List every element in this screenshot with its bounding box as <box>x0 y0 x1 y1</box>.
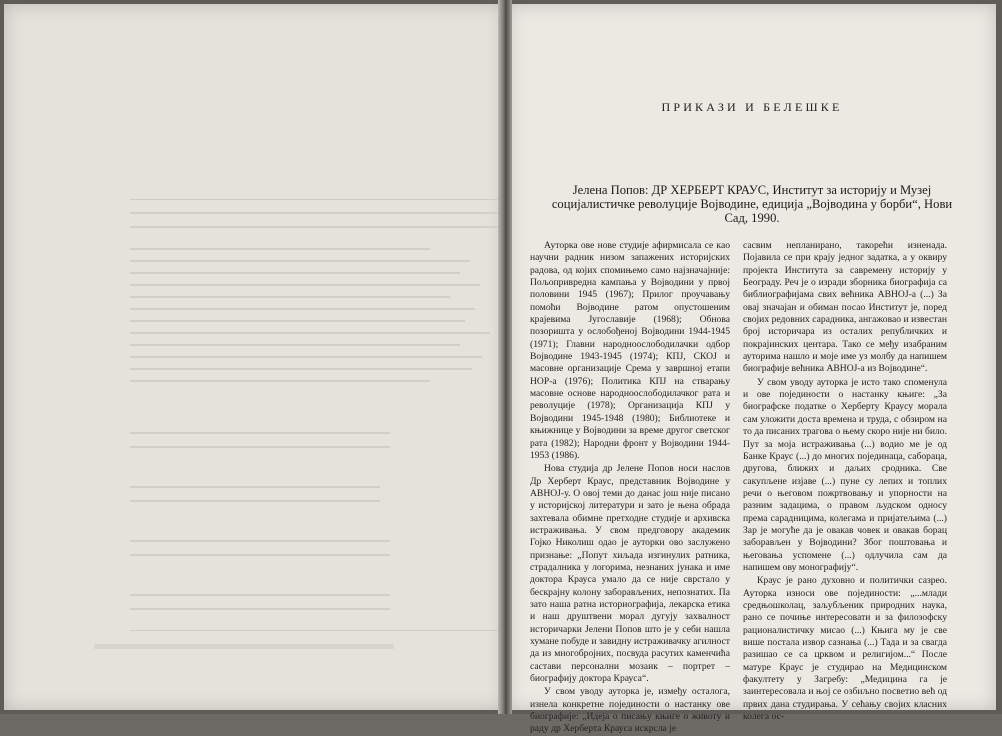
bleed-through-table <box>130 199 502 631</box>
book-gutter <box>498 0 512 714</box>
article-title: Јелена Попов: ДР ХЕРБЕРТ КРАУС, Институт за историју и Музеј социјалистичке револуције Војводине, едиција „Војводина у борби“, Нови Сад, 1990. <box>551 183 953 225</box>
article-column-left <box>530 240 730 736</box>
right-page <box>508 4 996 735</box>
paragraph: У свом уводу ауторка је, између осталога, изнела конкретне појединости о настанку ове биографије: „Идеја о писању књиге о животу и раду др Херберта Крауса искрсла је <box>530 686 730 735</box>
bleed-through-area <box>44 59 474 599</box>
paragraph: Ауторка ове нове студије афирмисала се као научни радник низом запажених историјских радова, од којих спомињемо само најзначајније: Пољопривредна кампања у Војводини у првој половини 1945 (1967); Прилог проучавању помоћи Војводине ратом опустошеним крајевима Југославије (1968); Обнова позоришта у ослобођеној Војводини 1944-1945 (1971); Главни народноослободилачки одбор Војводине 1943-1945 (1974); КПЈ, СКОЈ и масовне организације Срема у завршној етапи НОР-а (1976); Политика КПЈ на стварању масовне основе народноослободилачког рата и револуције (1978); Организација КПЈ у Војводини 1945-1948 (1980); Библиотеке и књижнице у Војводини за време другог светског рата (1982); Народни фронт у Војводини 1944-1953 (1986). <box>530 240 730 461</box>
section-header: ПРИКАЗИ И БЕЛЕШКЕ <box>661 100 843 114</box>
paragraph: Нова студија др Јелене Попов носи наслов Др Херберт Краус, представник Војводине у АВНОЈ-у. О овој теми до данас још није писано у историјској литератури и зато је њена обрада захтевала обимне претходне студије и архивска истраживања. У свом предговору академик Гојко Николиш одао је ауторки ово заслужено признање: „Попут хиљада изгинулих ратника, страдалника у логорима, незнаних јунака и име доктора Крауса умало да се није сврстало у бескрајну колону заборављених, непознатих. Па зато наша ратна историографија, лекарска етика и наш друштвени морал дугују захвалност историчарки Јелени Попов што је у себи нашла хумане побуде и завидну истраживачку агилност да из многобројних, посвуда расутих каменчића састави персонални мозаик – портрет – биографију доктора Крауса“. <box>530 463 730 685</box>
left-page <box>4 4 504 710</box>
paragraph: сасвим непланирано, такорећи изненада. Појавила се при крају једног задатка, а у оквиру пројекта Института за савремену историју у Београду. Реч је о изради зборника биографија са библиографијама свих већника АВНОЈ-а (...) За овај значајан и обиман посао Институт је, поред својих редовних сарадника, ангажовао и известан број историчара из осталих републичких и покрајинских центара. Тако се међу изабраним ауторима нашло и моје име уз молбу да напишем биографије већника АВНОЈ-а из Војводине“. <box>743 240 947 375</box>
paragraph: У свом уводу ауторка је исто тако споменула и ове појединости о настанку књиге: „За биографске податке о Херберту Краусу морала сам уложити доста времена и труда, с обзиром на то да писаних трагова о њему скоро није ни било. Пут за моја истраживања (...) водио ме је од Банке Краус (...) до многих појединаца, сабораца, другова, ближих и даљих сродника. Све сакупљене изјаве (...) пуне су лепих и топлих речи о његовом пожртвовању и упорности на разним задацима, о правом људском односу према сарадницима, колегама и пријатељима (...) Зар је могуће да је овакав човек и овакав борац заборављен у Војводини? Због поштовања и његовања успомене (...) одлучила сам да напишем ову монографију“. <box>743 376 947 573</box>
article-column-right <box>743 240 947 723</box>
paragraph: Краус је рано духовно и политички сазрео. Ауторка износи ове појединости: „...млади средњошколац, заљубљеник природних наука, рано се почиње интересовати и за филозофску рационалистичку мисао (...) Књига му је све више постала извор сазнања (...) Тада и за свагда разишао се са црквом и религијом...“ После матуре Краус је студирао на Медицинском факултету у Загребу: „Медицина га је заинтересовала и њој се озбиљно посветио већ од првих дана студирања. У сећању својих класних колега ос- <box>743 575 947 723</box>
